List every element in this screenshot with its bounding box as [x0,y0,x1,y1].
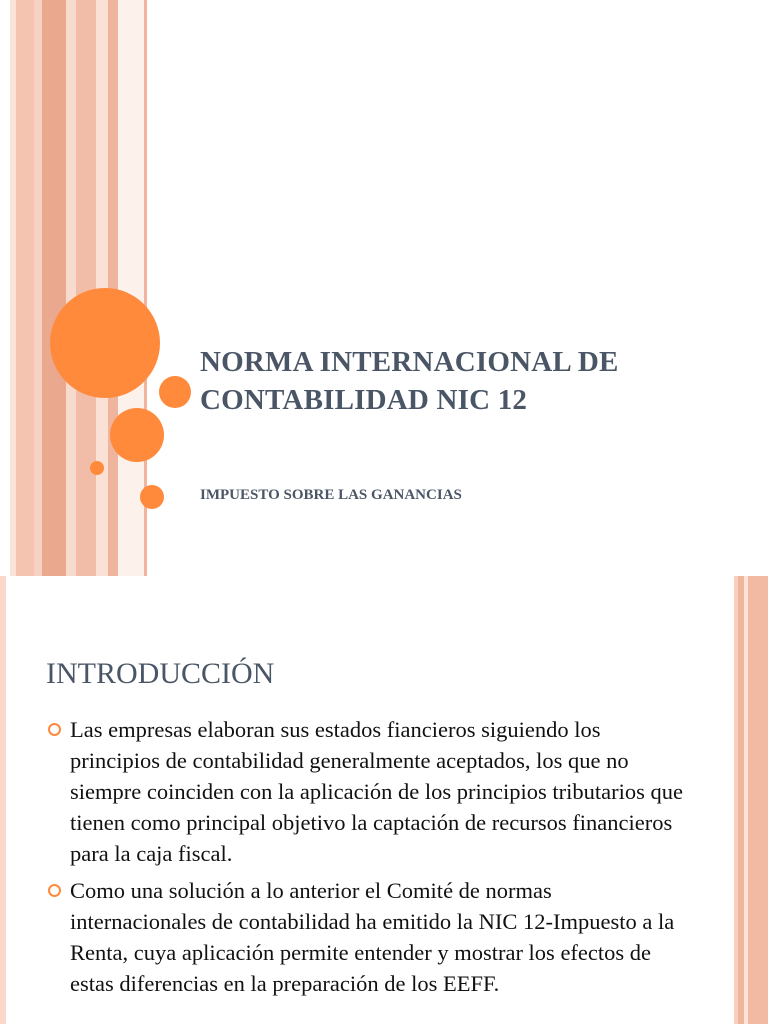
content-slide [0,576,768,1024]
decorative-circle [110,408,164,462]
stripe [34,0,42,576]
slide-title-line: NORMA INTERNACIONAL DE [200,346,619,378]
stripe [118,0,144,576]
decorative-circle-small [90,461,104,475]
stripe [76,0,96,576]
circle-bullet-icon [48,723,61,736]
stripe [748,576,768,1024]
stripe [0,576,6,1024]
decorative-circle-large [50,288,160,398]
stripe [16,0,34,576]
bullet-text: Como una solución a lo anterior el Comité de normas internacionales de contabilidad ha emitido la NIC 12-Impuesto a la Renta, cuya aplicación permite entender y mostrar los efectos de estas diferencias en la preparación de los EEFF. [70,878,675,996]
decorative-circle-small [140,485,164,509]
bullet-text: Las empresas elaboran sus estados fiancieros siguiendo los principios de contabilidad generalmente aceptados, los que no siempre coinciden con la aplicación de los principios tributarios que tienen como principal objetivo la captación de recursos financieros para la caja fiscal. [70,717,683,866]
list-item [46,875,686,999]
slide-title [200,343,730,419]
stripe [66,0,76,576]
circle-bullet-icon [48,884,61,897]
section-title: INTRODUCCIÓN [46,657,275,690]
list-item [46,714,686,869]
slide-subtitle: IMPUESTO SOBRE LAS GANANCIAS [200,487,462,503]
stripe [42,0,66,576]
decorative-stripes [0,0,160,576]
bullet-list [46,714,686,1005]
slide-title-line: CONTABILIDAD NIC 12 [200,384,528,416]
decorative-circle [159,376,191,408]
